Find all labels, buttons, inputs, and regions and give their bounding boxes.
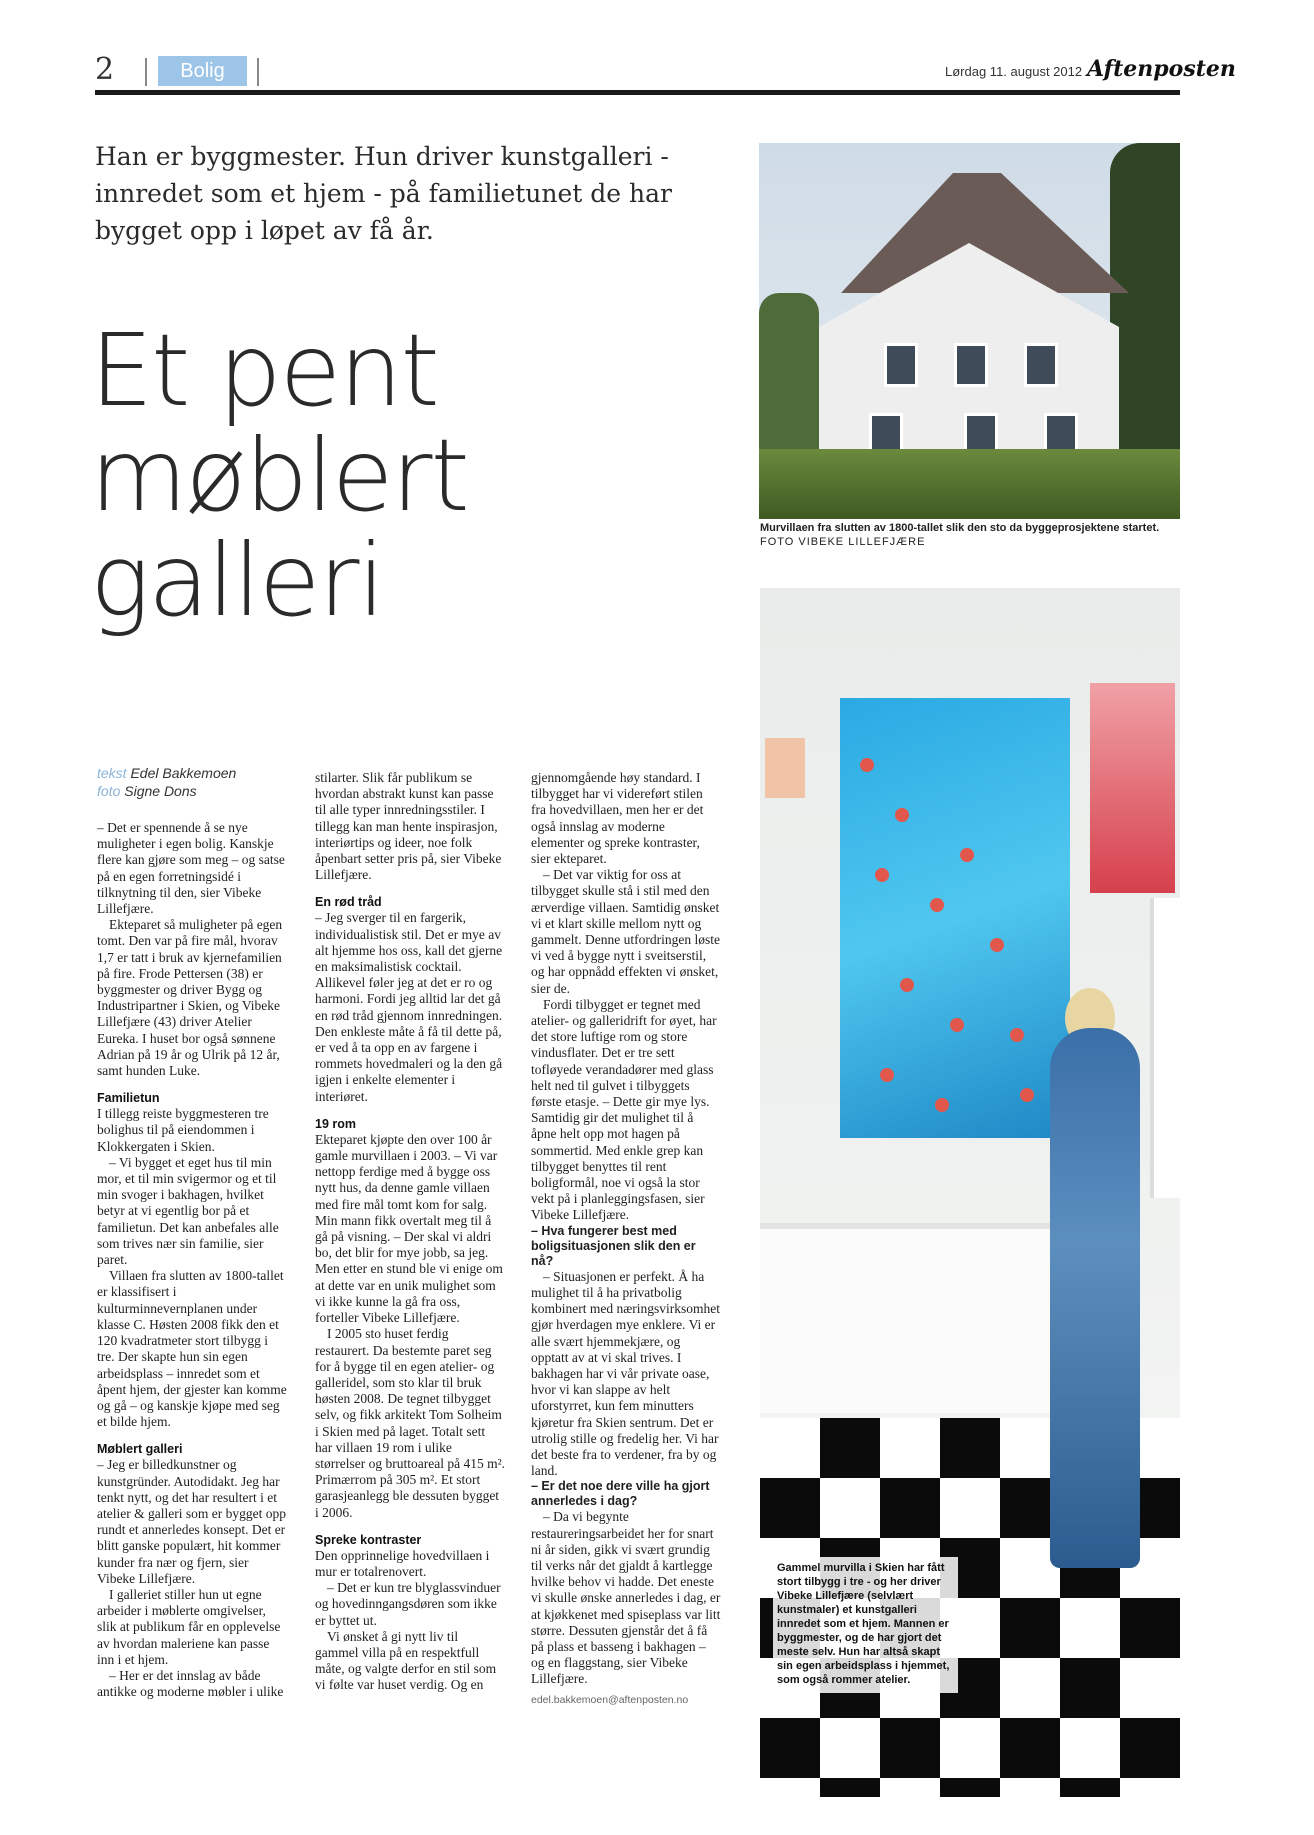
paragraph: Villaen fra slutten av 1800-tallet er klassifisert i kulturminnevernplanen under klasse C. Høsten 2008 fikk den et 120 kvadratmeter stort tilbygg i tre. Der skapte hun sin egen arbeidsplass – innredet som et åpent hjem, der gjester kan komme og gå – og kanskje kjøpe med seg et bilde hjem. — [97, 1268, 287, 1430]
intro-deck: Han er byggmester. Hun driver kunstgalleri - innredet som et hjem - på familietunet de har bygget opp i løpet av få år. — [95, 142, 672, 245]
paragraph: Fordi tilbygget er tegnet med atelier- og galleridrift for øyet, har det store luftige rom og store vindusflater. Det er tre sett tofløyede verandadører med glass helt ned til gulvet i tilbyggets første etasje. – Dette gir mye lys. Samtidig gir det mulighet til å åpne helt opp mot hagen på sommertid. Med enkle grep kan tilbygget benyttes til rent boligformål, noe vi også la stor vekt på i planleggingsfasen, sier Vibeke Lillefjære. — [531, 996, 717, 1223]
paragraph: I tillegg reiste byggmesteren tre bolighus til på eiendommen i Klokkergaten i Skien. — [97, 1106, 269, 1154]
paragraph: gjennomgående høy standard. I tilbygget har vi videreført stilen fra hovedvillaen, men her er det også innslag av moderne elementer og spreke kontraster, sier ekteparet. — [531, 770, 704, 867]
paragraph: – Da vi begynte restaureringsarbeidet her for snart ni år siden, gikk vi svært grundig til verks når det gjaldt å kartlegge hvilke behov vi hadde. Det eneste vi skulle ønske annerledes i dag, er at kjøkkenet med spiseplass var litt større. Dessuten gjenstår det å få på plass et basseng i bakhagen – og en flaggstang, sier Vibeke Lillefjære. — [531, 1509, 721, 1687]
headline-line: Et pent — [90, 312, 438, 429]
headline-line: møblert — [90, 417, 468, 534]
subheading: Møblert galleri — [97, 1442, 183, 1457]
byline — [97, 764, 236, 800]
photo-credit: FOTO VIBEKE LILLEFJÆRE — [760, 536, 926, 548]
photographer-name: Signe Dons — [124, 783, 197, 799]
paragraph: I 2005 sto huset ferdig restaurert. Da bestemte paret seg for å bygge til en egen atelier- og galleridel, som sto klar til bruk høsten 2008. De tegnet tilbygget selv, og fikk arkitekt Tom Solheim i Skien med på laget. Totalt sett har villaen 19 rom i ulike størrelser og bruttoareal på 415 m². Primærrom på 305 m². Et stort garasjeanlegg ble dessuten bygget i 2006. — [315, 1326, 505, 1520]
byline-label: tekst — [97, 765, 127, 781]
paragraph: – Jeg er billedkunstner og kunstgründer. Autodidakt. Jeg har tenkt nytt, og det har resultert i et atelier & galleri som er bygget opp rundt et annerledes konsept. Det er blitt ganske populært, hit kommer kunder fra nær og fjern, sier Vibeke Lillefjære. — [97, 1457, 286, 1586]
subheading: En rød tråd — [315, 895, 382, 910]
paragraph: – Det er spennende å se nye muligheter i egen bolig. Kanskje flere kan gjøre som meg – og satse på en egen forretningsidé i tilknytning til den, sier Vibeke Lillefjære. — [97, 820, 285, 917]
paragraph: I galleriet stiller hun ut egne arbeider i møblerte omgivelser, slik at publikum får en opplevelse av hvordan maleriene kan passe inn i et hjem. — [97, 1586, 281, 1667]
issue-date: Lørdag 11. august 2012 — [945, 64, 1083, 79]
villa-exterior-photo — [759, 143, 1180, 519]
paragraph: Den opprinnelige hovedvillaen i mur er totalrenovert. — [315, 1547, 490, 1579]
page-number: 2 — [95, 52, 115, 87]
masthead-divider — [145, 58, 147, 86]
paragraph: – Jeg sverger til en fargerik, individualistisk stil. Det er mye av alt hjemme hos oss, kall det gjerne en maksimalistisk cocktail. Allikevel føler jeg at det er ro og harmoni. Fordi jeg alltid lar det gå en rød tråd gjennom innredningen. Den enkleste måte å få til dette på, er ved å ta opp en av fargene i rommets hovedmaleri og la den gå igjen i enkelte elementer i interiøret. — [315, 910, 503, 1104]
paragraph: stilarter. Slik får publikum se hvordan abstrakt kunst kan passe til alle typer innredningsstiler. I tillegg kan man hente inspirasjon, interiørtips og ideer, noe folk åpenbart setter pris på, sier Vibeke Lillefjære. — [315, 770, 502, 883]
newspaper-logo: Aftenposten — [1087, 56, 1236, 82]
paragraph: – Situasjonen er perfekt. Å ha mulighet til å ha privatbolig kombinert med næringsvirksomhet gjør hverdagen mye enklere. Vi er alle svært hjemmekjære, og opptatt av at vi skal trives. I bakhagen har vi vår private oase, hvor vi kan slappe av helt uforstyrret, kun fem minutters kjøretur fra Skien sentrum. Det er utrolig stille og fredelig her. Vi har det beste fra to verdener, fra by og land. — [531, 1268, 720, 1479]
article-column-3 — [531, 770, 721, 1708]
masthead-rule — [95, 90, 1180, 95]
article-column-1 — [97, 820, 287, 1700]
masthead-divider — [257, 58, 259, 86]
byline-label: foto — [97, 783, 121, 799]
subheading: Familietun — [97, 1091, 160, 1106]
paragraph: – Det var viktig for oss at tilbygget skulle stå i stil med den ærverdige villaen. Samtidig ønsket vi et klart skille mellom nytt og gammelt. Denne utfordringen løste vi ved å bygge nytt i sveitserstil, og har oppnådd effekten vi ønsket, sier de. — [531, 867, 720, 996]
article-column-2 — [315, 770, 505, 1694]
caption-text: Murvillaen fra slutten av 1800-tallet slik den sto da byggeprosjektene startet. — [760, 522, 1160, 534]
paragraph: – Her er det innslag av både antikke og moderne møbler i ulike — [97, 1667, 284, 1700]
interview-question: – Hva fungerer best med boligsituasjonen slik den er nå? — [531, 1223, 696, 1268]
interview-question: – Er det noe dere ville ha gjort annerledes i dag? — [531, 1479, 710, 1509]
photo-caption — [760, 521, 1200, 549]
paragraph: Ekteparet kjøpte den over 100 år gamle murvillaen i 2003. – Vi var nettopp ferdige med å bygge oss nytt hus, da denne gamle villaen med fire mål tomt kom for salg. Min mann fikk overtalt meg til å gå på visning. – Der skal vi aldri bo, det blir for mye jobb, sa jeg. Men etter en stund ble vi enige om at dette var en unik mulighet som vi ikke kunne la gå fra oss, forteller Vibeke Lillefjære. — [315, 1131, 503, 1326]
headline-line: galleri — [90, 522, 384, 639]
subheading: Spreke kontraster — [315, 1532, 422, 1547]
subheading: 19 rom — [315, 1116, 356, 1131]
author-name: Edel Bakkemoen — [130, 765, 237, 781]
paragraph: Vi ønsket å gi nytt liv til gammel villa på en respektfull måte, og valgte derfor en stil som vi følte var huset verdig. Og en — [315, 1628, 497, 1693]
headline — [90, 312, 650, 639]
author-email: edel.bakkemoen@aftenposten.no — [531, 1693, 689, 1706]
section-label: Bolig — [158, 56, 247, 86]
paragraph: – Det er kun tre blyglassvinduer og hovedinngangsdøren som ikke er byttet ut. — [315, 1580, 501, 1628]
paragraph: Ekteparet så muligheter på egen tomt. Den var på fire mål, hvorav 1,7 er tatt i bruk av kjernefamilien på fire. Frode Pettersen (38) er byggmester og driver Bygg og Industripartner i Skien, og Vibeke Lillefjære (43) driver Atelier Eureka. I huset bor også sønnene Adrian på 19 år og Ulrik på 12 år, samt hunden Luke. — [97, 917, 283, 1079]
paragraph: – Vi bygget et eget hus til min mor, et til min svigermor og et til min svoger i bakhagen, hvilket betyr at vi egentlig bor på et familietun. Det kan anbefales alle som trives nær sin familie, sier paret. — [97, 1154, 279, 1268]
photo-caption: Gammel murvilla i Skien har fått stort tilbygg i tre - og her driver Vibeke Lillefjære (selvlært kunstmaler) et kunstgalleri innredet som et hjem. Mannen er byggmester, og de har gjort det meste selv. Hun har altså skapt sin egen arbeidsplass i hjemmet, som også rommer atelier. — [773, 1557, 958, 1693]
